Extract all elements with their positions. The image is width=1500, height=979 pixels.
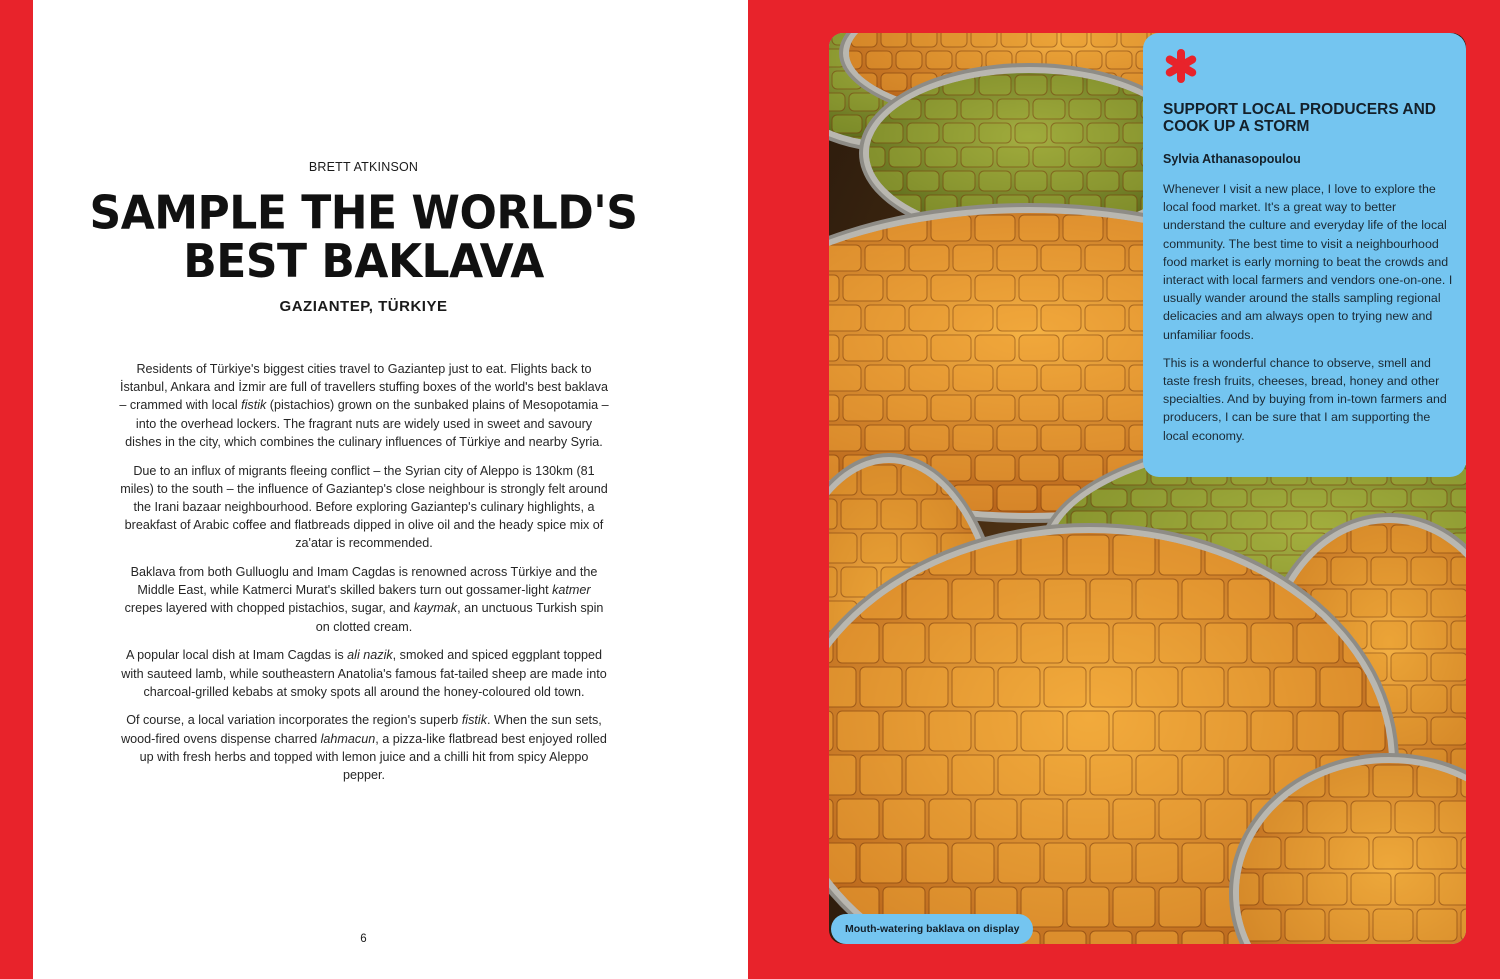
body-text-run: , smoked and spiced eggplant topped with sauteed lamb, while southeastern Anatolia's famous fat-tailed sheep are made into charcoal-grilled kebabs at smoky spots all around the honey-coloured old town. [121,648,607,699]
body-text-run: , a pizza-like flatbread best enjoyed rolled up with fresh herbs and topped with lemon juice and a chilli hit from spicy Aleppo pepper. [139,731,607,783]
sidebar-body [1163,180,1453,455]
body-text-run: (pistachios) grown on the sunbaked plains of Mesopotamia – into the overhead lockers. The fragrant nuts are widely used in sweet and savoury dishes in the city, which combines the culinary influences of Türkiye and nearby Syria. [125,398,609,449]
sidebar-box [1143,33,1466,477]
body-text-run: Residents of Türkiye's biggest cities travel to Gaziantep just to eat. Flights back to İstanbul, Ankara and İzmir are full of travellers stuffing boxes of the world's best baklava – crammed with local [119,362,608,413]
page-number: 6 [360,933,367,945]
sidebar-paragraph: Whenever I visit a new place, I love to explore the local food market. It's a great way to better understand the culture and everyday life of the local community. The best time to visit a neighbourhood food market is early morning to beat the crowds and interact with local farmers and vendors one-on-one. I usually wander around the stalls sampling regional delicacies and am always open to trying new and unfamiliar foods. [1163,182,1453,342]
red-asterisk-icon [1163,48,1199,84]
body-text-run: Baklava from both Gulluoglu and Imam Cagdas is renowned across Türkiye and the Middle East, while Katmerci Murat's skilled bakers turn out gossamer-light [130,565,598,598]
body-paragraph [119,646,609,701]
italic-term: ali nazik [347,648,393,663]
left-page [33,0,748,979]
body-text-run: , an unctuous Turkish spin on clotted cream. [315,601,604,634]
author-byline: BRETT ATKINSON [308,160,419,174]
article-title [33,186,694,289]
article-title-line-1: SAMPLE THE WORLD'S [89,186,638,241]
italic-term: lahmacun [320,731,376,746]
sidebar-author: Sylvia Athanasopoulou [1163,152,1301,166]
italic-term: fistik [241,398,267,413]
italic-term: katmer [552,583,591,598]
italic-term: kaymak [413,601,458,616]
body-text-run: crepes layered with chopped pistachios, sugar, and [124,601,414,616]
body-text-run: Due to an influx of migrants fleeing conflict – the Syrian city of Aleppo is 130km (81 miles) to the south – the influence of Gaziantep's close neighbour is strongly felt around the Irani bazaar neighbourhood. Before exploring Gaziantep's culinary highlights, a breakfast of Arabic coffee and flatbreads dipped in olive oil and the heady spice mix of za'atar is recommended. [120,463,608,551]
body-text-run: A popular local dish at Imam Cagdas is [125,648,348,663]
sidebar-paragraph: This is a wonderful chance to observe, smell and taste fresh fruits, cheeses, bread, honey and other specialties. And by buying from in-town farmers and producers, I can be sure that I am supporting the local economy. [1163,355,1447,443]
body-text-run: Of course, a local variation incorporates the region's superb [126,713,462,728]
body-text-run: . When the sun sets, wood-fired ovens dispense charred [121,713,602,746]
body-paragraph [119,711,609,784]
sidebar-title: SUPPORT LOCAL PRODUCERS AND COOK UP A STORM [1163,101,1436,135]
article-location: GAZIANTEP, TÜRKIYE [279,298,448,315]
article-title-line-2: BEST BAKLAVA [183,234,544,289]
body-paragraph [119,360,609,451]
italic-term: fistik [461,713,487,728]
body-paragraph [119,563,609,636]
article-body [119,360,609,795]
body-paragraph [119,462,609,553]
photo-caption: Mouth-watering baklava on display [831,914,1033,944]
